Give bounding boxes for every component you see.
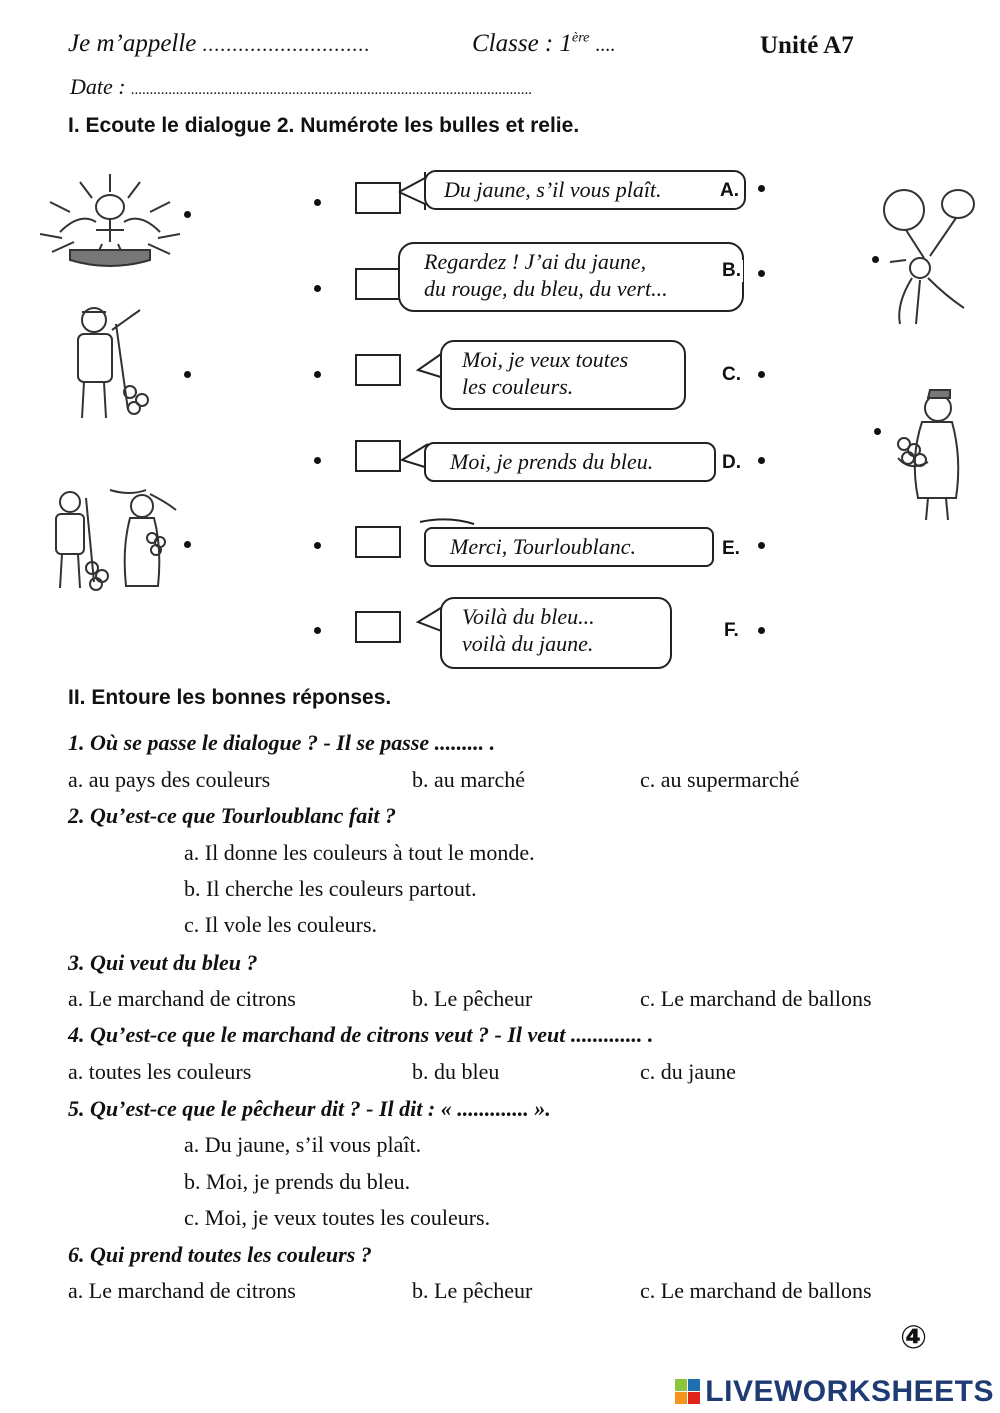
bubble-f-line1: Voilà du bleu...: [462, 604, 595, 629]
q5-option-b[interactable]: b. Moi, je prends du bleu.: [184, 1169, 411, 1194]
bubble-letter-f: F.: [724, 620, 739, 641]
bubble-d-line1: Moi, je prends du bleu.: [450, 449, 654, 474]
class-sup: ère: [572, 30, 590, 46]
speech-bubble-e: [424, 527, 714, 567]
bubble-right-dot-e[interactable]: [758, 542, 765, 549]
bubble-left-dot-d[interactable]: [314, 457, 321, 464]
date-label: [70, 74, 532, 100]
number-box-d[interactable]: [355, 440, 401, 472]
question-6: 6. Qui prend toutes les couleurs ?: [68, 1242, 372, 1267]
right-picture-dot-2[interactable]: [874, 428, 881, 435]
name-label-text: Je m’appelle: [68, 30, 197, 57]
bubble-letter-c: C.: [722, 364, 741, 385]
bubble-letter-b: B.: [722, 260, 741, 281]
balloon-merchant-illustration: [876, 184, 976, 330]
q1-option-a[interactable]: a. au pays des couleurs: [68, 767, 271, 792]
bubble-b-line2: du rouge, du bleu, du vert...: [424, 276, 668, 301]
class-blank[interactable]: ....: [595, 34, 616, 56]
q6-option-b[interactable]: b. Le pêcheur: [412, 1278, 533, 1303]
q2-option-b[interactable]: b. Il cherche les couleurs partout.: [184, 876, 477, 901]
speech-bubble-a: [424, 170, 746, 210]
number-box-b[interactable]: [355, 268, 401, 300]
bubble-left-dot-f[interactable]: [314, 627, 321, 634]
q2-option-a[interactable]: a. Il donne les couleurs à tout le monde.: [184, 840, 535, 865]
bubble-left-dot-c[interactable]: [314, 371, 321, 378]
left-picture-dot-3[interactable]: [184, 541, 191, 548]
liveworksheets-logo: [675, 1375, 994, 1409]
class-label-text: Classe : 1: [472, 30, 572, 57]
question-3: 3. Qui veut du bleu ?: [68, 950, 258, 975]
number-box-c[interactable]: [355, 354, 401, 386]
question-1: 1. Où se passe le dialogue ? - Il se passe ......... .: [68, 730, 496, 755]
q1-option-b[interactable]: b. au marché: [412, 767, 525, 792]
lemon-merchant-illustration: [880, 388, 970, 526]
q3-option-a[interactable]: a. Le marchand de citrons: [68, 986, 296, 1011]
bubble-right-dot-f[interactable]: [758, 627, 765, 634]
bubble-c-line1: Moi, je veux toutes: [462, 347, 629, 372]
q5-option-a[interactable]: a. Du jaune, s’il vous plaît.: [184, 1132, 422, 1157]
tourloublanc-illustration: [40, 172, 180, 272]
bubble-letter-d: D.: [722, 452, 741, 473]
date-blank[interactable]: ...........................................................................................................: [131, 82, 533, 98]
q4-option-c[interactable]: c. du jaune: [640, 1059, 736, 1084]
q5-option-c[interactable]: c. Moi, je veux toutes les couleurs.: [184, 1205, 491, 1230]
fisherman-illustration: [68, 300, 158, 424]
number-box-f[interactable]: [355, 611, 401, 643]
speech-bubble-d: [424, 442, 716, 482]
q4-option-b[interactable]: b. du bleu: [412, 1059, 500, 1084]
bubble-left-dot-a[interactable]: [314, 199, 321, 206]
q6-option-c[interactable]: c. Le marchand de ballons: [640, 1278, 872, 1303]
right-picture-dot-1[interactable]: [872, 256, 879, 263]
liveworksheets-brand: LIVEWORKSHEETS: [705, 1375, 994, 1408]
q4-option-a[interactable]: a. toutes les couleurs: [68, 1059, 252, 1084]
section1-title: I. Ecoute le dialogue 2. Numérote les bulles et relie.: [68, 114, 580, 137]
liveworksheets-logo-icon: [675, 1379, 701, 1405]
bubble-a-line1: Du jaune, s’il vous plaît.: [444, 177, 662, 202]
speech-bubble-f: [440, 597, 672, 669]
speech-bubble-b: [398, 242, 744, 312]
question-4: 4. Qu’est-ce que le marchand de citrons veut ? - Il veut ............. .: [68, 1022, 654, 1047]
q1-option-c[interactable]: c. au supermarché: [640, 767, 800, 792]
q6-option-a[interactable]: a. Le marchand de citrons: [68, 1278, 296, 1303]
bubble-left-dot-e[interactable]: [314, 542, 321, 549]
number-box-e[interactable]: [355, 526, 401, 558]
speech-bubble-c: [440, 340, 686, 410]
bubble-e-line1: Merci, Tourloublanc.: [450, 534, 636, 559]
bubble-c-line2: les couleurs.: [462, 374, 574, 399]
question-5: 5. Qu’est-ce que le pêcheur dit ? - Il dit : « ............. ».: [68, 1096, 551, 1121]
bubble-right-dot-d[interactable]: [758, 457, 765, 464]
two-merchants-illustration: [50, 488, 180, 596]
q3-option-b[interactable]: b. Le pêcheur: [412, 986, 533, 1011]
class-label: [472, 30, 616, 58]
bubble-f-line2: voilà du jaune.: [462, 631, 594, 656]
page-number: ④: [900, 1319, 928, 1355]
bubble-left-dot-b[interactable]: [314, 285, 321, 292]
bubble-right-dot-a[interactable]: [758, 185, 765, 192]
bubble-letter-e: E.: [722, 538, 740, 559]
name-label: [68, 30, 371, 58]
left-picture-dot-2[interactable]: [184, 371, 191, 378]
bubble-right-dot-b[interactable]: [758, 270, 765, 277]
bubble-letter-a: A.: [720, 180, 739, 201]
q3-option-c[interactable]: c. Le marchand de ballons: [640, 986, 872, 1011]
name-blank[interactable]: ............................: [202, 34, 371, 56]
q2-option-c[interactable]: c. Il vole les couleurs.: [184, 912, 378, 937]
date-label-text: Date :: [70, 74, 126, 99]
unit-label: Unité A7: [760, 32, 854, 59]
section2-title: II. Entoure les bonnes réponses.: [68, 686, 392, 709]
question-2: 2. Qu’est-ce que Tourloublanc fait ?: [68, 803, 396, 828]
left-picture-dot-1[interactable]: [184, 211, 191, 218]
bubble-b-line1: Regardez ! J’ai du jaune,: [424, 249, 647, 274]
bubble-right-dot-c[interactable]: [758, 371, 765, 378]
